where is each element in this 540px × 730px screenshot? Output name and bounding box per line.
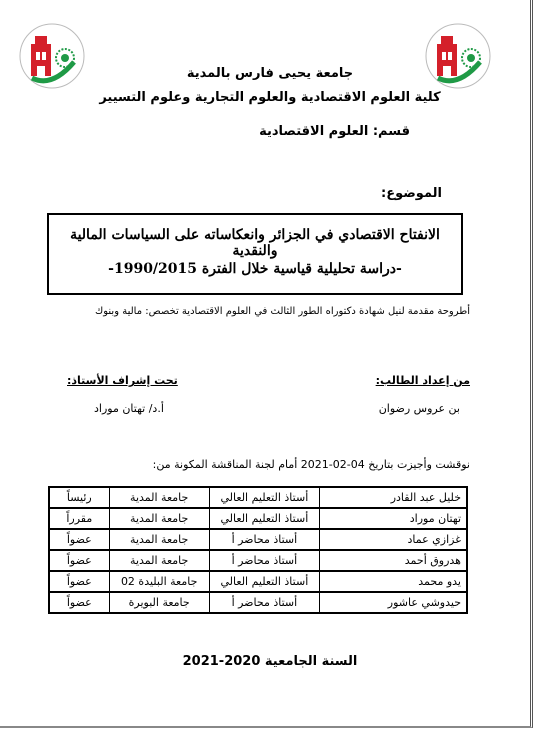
student-name: بن عروس رضوان (378, 402, 460, 415)
jury-member-role: عضواً (49, 529, 109, 550)
academic-year: السنة الجامعية 2020-2021 (182, 654, 358, 669)
jury-member-rank: أستاذ التعليم العالي (209, 571, 319, 592)
thesis-description: أطروحة مقدمة لنيل شهادة دكتوراه الطور الثالث في العلوم الاقتصادية تخصص: مالية وبنوك (95, 306, 470, 317)
jury-member-university: جامعة المدية (109, 487, 209, 508)
jury-member-name: يدو محمد (320, 571, 467, 592)
jury-member-role: عضواً (49, 550, 109, 571)
table-row (49, 529, 467, 550)
jury-table (48, 486, 468, 614)
jury-member-role: مقرراً (49, 508, 109, 529)
jury-member-university: جامعة البويرة (109, 592, 209, 613)
thesis-title-box (47, 213, 463, 295)
student-label: من إعداد الطالب: (375, 374, 470, 387)
jury-member-university: جامعة المدية (109, 550, 209, 571)
jury-member-role: رئيساً (49, 487, 109, 508)
subject-label: الموضوع: (381, 186, 442, 201)
thesis-title-line1: الانفتاح الاقتصادي في الجزائر وانعكاساته على السياسات المالية والنقدية (70, 227, 440, 259)
table-row (49, 592, 467, 613)
jury-member-university: جامعة المدية (109, 508, 209, 529)
jury-member-role: عضواً (49, 592, 109, 613)
jury-member-university: جامعة البليدة 02 (109, 571, 209, 592)
jury-member-university: جامعة المدية (109, 529, 209, 550)
supervisor-label: تحت إشراف الأستاذ: (67, 374, 178, 387)
table-row (49, 571, 467, 592)
department-name: قسم: العلوم الاقتصادية (259, 124, 410, 139)
university-name: جامعة يحيى فارس بالمدية (186, 66, 354, 81)
jury-member-name: حيدوشي عاشور (320, 592, 467, 613)
faculty-name: كلية العلوم الاقتصادية والعلوم التجارية وعلوم التسيير (99, 90, 441, 105)
supervisor-name: أ.د/ تهتان موراد (94, 402, 164, 415)
jury-member-rank: أستاذ محاضر أ (209, 592, 319, 613)
jury-member-name: تهتان موراد (320, 508, 467, 529)
jury-member-name: غزازي عماد (320, 529, 467, 550)
jury-member-rank: أستاذ التعليم العالي (209, 487, 319, 508)
jury-member-rank: أستاذ محاضر أ (209, 550, 319, 571)
table-row (49, 508, 467, 529)
jury-member-name: هدروق أحمد (320, 550, 467, 571)
table-row (49, 550, 467, 571)
jury-member-rank: أستاذ محاضر أ (209, 529, 319, 550)
jury-member-role: عضواً (49, 571, 109, 592)
jury-member-rank: أستاذ التعليم العالي (209, 508, 319, 529)
jury-member-name: خليل عبد القادر (320, 487, 467, 508)
thesis-title-line2: -دراسة تحليلية قياسية خلال الفترة 1990/2015- (108, 261, 402, 277)
defense-statement: نوقشت وأجيزت بتاريخ 04-02-2021 أمام لجنة المناقشة المكونة من: (152, 458, 470, 471)
table-row (49, 487, 467, 508)
